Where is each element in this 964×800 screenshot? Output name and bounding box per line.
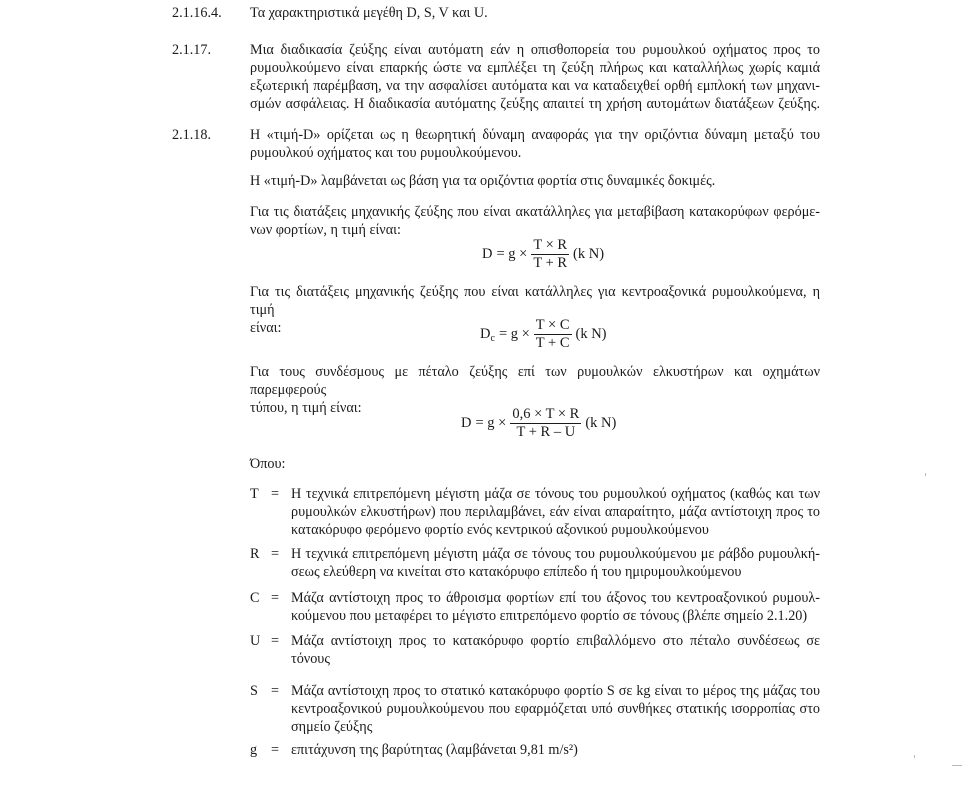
text-line: Η «τιμή-D» ορίζεται ως η θεωρητική δύναμη αναφοράς για την οριζόντια δύναμη μεταξύ του — [250, 127, 820, 143]
scan-speck — [952, 765, 962, 766]
text-line: σμών ασφάλειας. Η διαδικασία αυτόματης ζεύξης απαιτεί τη χρήση αυτομάτων διατάξεων ζεύξης. — [250, 96, 820, 112]
text-line: Για τις διατάξεις μηχανικής ζεύξης που είναι ακατάλληλες για μεταβίβαση κατακορύφων φερόμε- — [250, 204, 820, 220]
text-line: Μάζα αντίστοιχη προς το στατικό κατακόρυφο φορτίο S σε kg είναι το μέρος της μάζας του — [291, 683, 820, 699]
text-line: ρυμουλκών ελκυστήρων) που περιλαμβάνει, εάν είναι απαραίτητο, μάζα αντίστοιχη προς το — [291, 504, 820, 520]
definition-text — [291, 589, 820, 625]
text-line: κούμενου που μεταφέρει το μέγιστο επιτρεπόμενο φορτίο σε τόνους (βλέπε σημείο 2.1.20) — [291, 608, 808, 624]
text-line: εξωτερική παρέμβαση, να την ασφαλίσει αυτόματα και να καταδειχθεί ορθή εμπλοκή των μηχανι- — [250, 78, 820, 94]
section-number-2-1-18: 2.1.18. — [172, 127, 212, 143]
text-line: σημείο ζεύξης — [291, 719, 373, 735]
formula-operator: = g × — [498, 326, 530, 342]
formula-lhs: D — [461, 414, 472, 431]
definition-symbol: g — [250, 742, 258, 758]
definition-equals: = — [271, 546, 280, 562]
formula-d-fifth-wheel — [461, 407, 616, 440]
formula-unit: (k N) — [585, 415, 617, 431]
definition-symbol: T — [250, 486, 259, 502]
definition-text — [291, 485, 820, 539]
text-line: σεως ελεύθερη να κινείται στο κατακόρυφο επίπεδο ή του ημιρυμουλκούμενου — [291, 564, 742, 580]
text-line: Για τους συνδέσμους με πέταλο ζεύξης επί των ρυμουλκών ελκυστήρων και οχημάτων παρεμφερούς — [250, 364, 820, 398]
definition-text — [291, 545, 820, 581]
definition-equals: = — [271, 633, 280, 649]
where-label: Όπου: — [250, 456, 286, 472]
formula-denominator: T + R – U — [516, 424, 576, 440]
text-line: τύπου, η τιμή είναι: — [250, 400, 362, 416]
formula-numerator: 0,6 × T × R — [512, 406, 580, 422]
text-line: Για τις διατάξεις μηχανικής ζεύξης που είναι κατάλληλες για κεντροαξονικά ρυμουλκούμενα, η τιμή — [250, 284, 820, 318]
formula-d-value — [482, 238, 604, 271]
formula-numerator: T × C — [535, 317, 570, 333]
text-line: κατακόρυφο φερόμενο φορτίο ενός κεντρικού αξονικού ρυμουλκούμενου — [291, 522, 709, 538]
definition-text — [291, 682, 820, 736]
text-line: είναι: — [250, 320, 282, 336]
formula-denominator: T + R — [533, 255, 568, 271]
text-line: τόνους — [291, 651, 330, 667]
formula-fraction — [531, 238, 569, 271]
text-line: ρυμουλκού οχήματος και του ρυμουλκούμενου. — [250, 145, 522, 161]
definition-text — [291, 741, 820, 759]
text-line: Μια διαδικασία ζεύξης είναι αυτόματη εάν η οπισθοπορεία του ρυμουλκού οχήματος προς το — [250, 42, 820, 58]
definition-symbol: R — [250, 546, 260, 562]
formula-operator: = g × — [496, 246, 528, 262]
text-line: νων φορτίων, η τιμή είναι: — [250, 222, 401, 238]
definition-equals: = — [271, 742, 280, 758]
text-line: κεντροαξονικού ρυμουλκούμενου που εφαρμόζεται υπό συνθήκες στατικής ισορροπίας στο — [291, 701, 820, 717]
formula-lhs: D — [482, 245, 493, 262]
scan-speck — [914, 755, 915, 758]
text-line: επιτάχυνση της βαρύτητας (λαμβάνεται 9,81 m/s²) — [291, 742, 578, 758]
definition-symbol: S — [250, 683, 258, 699]
formula-fraction — [510, 407, 581, 440]
section-number-2-1-17: 2.1.17. — [172, 42, 212, 58]
definition-equals: = — [271, 683, 280, 699]
formula-denominator: T + C — [535, 335, 570, 351]
definition-text — [291, 632, 820, 668]
text-line: Μάζα αντίστοιχη προς το άθροισμα φορτίων επί του άξονος του κεντροαξονικού ρυμουλ- — [291, 590, 820, 606]
section-paragraph-2-1-18-definition — [250, 126, 820, 162]
formula-fraction — [534, 318, 572, 351]
formula-unit: (k N) — [575, 326, 607, 342]
section-paragraph-2-1-18-basis: Η «τιμή-D» λαμβάνεται ως βάση για τα οριζόντια φορτία στις δυναμικές δοκιμές. — [250, 173, 716, 189]
definition-symbol: C — [250, 590, 260, 606]
section-paragraph-2-1-18-non-vertical — [250, 203, 820, 239]
formula-unit: (k N) — [573, 246, 605, 262]
text-line: Μάζα αντίστοιχη προς το κατακόρυφο φορτίο επιβαλλόμενο στο πέταλο συνδέσεως σε — [291, 633, 820, 649]
formula-dc-value — [480, 318, 607, 351]
definition-equals: = — [271, 486, 280, 502]
section-paragraph-2-1-17 — [250, 41, 820, 113]
definition-symbol: U — [250, 633, 261, 649]
text-line: ρυμουλκούμενο είναι επαρκής ώστε να εμπλέξει τη ζεύξη πλήρως και καταλλήλως χωρίς καμιά — [250, 60, 820, 76]
definition-equals: = — [271, 590, 280, 606]
formula-operator: = g × — [475, 415, 507, 431]
section-text-2-1-16-4: Τα χαρακτηριστικά μεγέθη D, S, V και U. — [250, 5, 488, 21]
scan-speck — [925, 473, 926, 476]
text-line: Η τεχνικά επιτρεπόμενη μέγιστη μάζα σε τόνους του ρυμουλκού οχήματος (καθώς και των — [291, 486, 820, 502]
section-number-2-1-16-4: 2.1.16.4. — [172, 5, 222, 21]
text-line: Η τεχνικά επιτρεπόμενη μέγιστη μάζα σε τόνους του ρυμουλκούμενου με ράβδο ρυμουλκή- — [291, 546, 820, 562]
formula-lhs: $D_c$ — [480, 325, 495, 344]
formula-numerator: T × R — [533, 237, 568, 253]
